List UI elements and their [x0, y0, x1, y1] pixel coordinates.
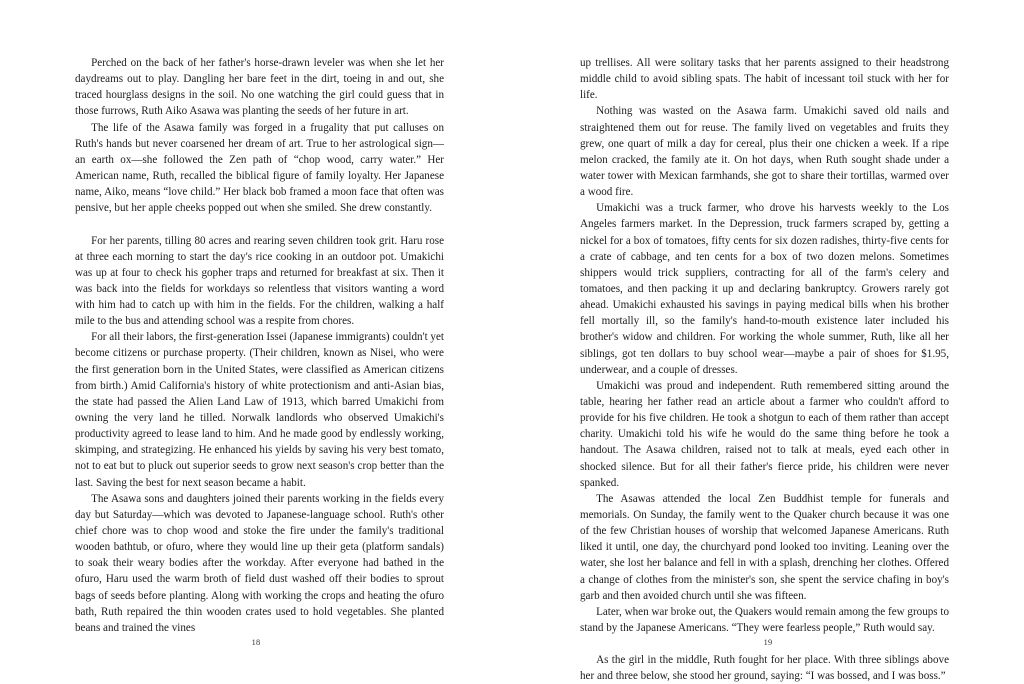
- paragraph: The life of the Asawa family was forged in a frugality that put calluses on Ruth's hands but never coarsened her dream of art. True to her astrological sign—an earth ox—she followed the Zen path of “chop wood, carry water.” Her American name, Ruth, recalled the biblical figure of family loyalty. Her Japanese name, Aiko, means “love child.” Her black bob framed a moon face that often was pensive, but her apple cheeks popped out when she smiled. She drew constantly.: [75, 121, 444, 215]
- paragraph: For her parents, tilling 80 acres and rearing seven children took grit. Haru rose at three each morning to start the day's rice cooking in an outdoor pot. Umakichi was up at four to check his gopher traps and returned for breakfast at six. Then it was back into the fields for workdays so relentless that visitors wanting a word with him had to catch up with him in the fields. For the children, walking a half mile to the bus and attending school was a respite from chores.: [75, 234, 444, 328]
- paragraph: Perched on the back of her father's horse-drawn leveler was when she let her daydreams out to play. Dangling her bare feet in the dirt, toeing in and out, she traced hourglass designs in the soil. No one watching the girl could guess that in those furrows, Ruth Aiko Asawa was planting the seeds of her future in art.: [75, 57, 444, 118]
- paragraph: The Asawa sons and daughters joined their parents working in the fields every day but Saturday—which was devoted to Japanese-language school. Ruth's other chief chore was to chop wood and stoke the fire under the family's traditional wooden bathtub, or ofuro, where they would line up their geta (platform sandals) to soak their weary bodies after the workday. After everyone had bathed in the ofuro, Haru used the warm broth of field dust washed off their bodies to sprout bags of seeds before planting. Along with working the crops and heating the ofuro bath, Ruth repaired the thin wooden crates used to hold vegetables. She planted beans and trained the vines: [75, 492, 444, 634]
- page-number-right: 19: [763, 638, 773, 647]
- page-left: [0, 0, 512, 683]
- paragraph: up trellises. All were solitary tasks that her parents assigned to their headstrong middle child to avoid sibling spats. The habit of incessant toil stuck with her for life.: [580, 57, 949, 102]
- paragraph: Later, when war broke out, the Quakers would remain among the few groups to stand by the Japanese Americans. “They were fearless people,” Ruth would say.: [580, 605, 950, 634]
- paragraph: As the girl in the middle, Ruth fought for her place. With three siblings above her and three below, she stood her ground, saying: “I was bossed, and I was boss.”: [580, 654, 949, 683]
- paragraph: Umakichi was proud and independent. Ruth remembered sitting around the table, hearing her father read an article about a farmer who couldn't afford to provide for his five children. He took a shotgun to each of them rather than accept charity. Umakichi told his wife he would do the same thing before he took a handout. The Asawa children, raised not to talk at meals, eyed each other in shocked silence. But for all their father's fierce pride, his children were never spanked.: [580, 379, 949, 489]
- page-left-body: [75, 55, 444, 636]
- page-right-body: [580, 55, 949, 684]
- page-right: [512, 0, 1024, 683]
- page-number-left: 18: [251, 638, 261, 647]
- paragraph: For all their labors, the first-generation Issei (Japanese immigrants) couldn't yet become citizens or purchase property. (Their children, known as Nisei, who were the first generation born in the United States, were classified as American citizens from birth.) Amid California's history of white protectionism and anti-Asian bias, the state had passed the Alien Land Law of 1913, which barred Umakichi from owning the very land he tilled. Norwalk landlords who observed Umakichi's productivity agreed to lease land to him. And he made good by endlessly working, skimping, and strategizing. He enhanced his yields by saving his very best tomato, not to eat but to pluck out superior seeds to grow next season's crop better than the last. Saving the best for next season became a habit.: [75, 331, 444, 489]
- paragraph: The Asawas attended the local Zen Buddhist temple for funerals and memorials. On Sunday, the family went to the Quaker church because it was one of the few Christian houses of worship that welcomed Japanese Americans. Ruth liked it until, one day, the churchyard pond looked too inviting. Leaning over the water, she lost her balance and fell in with a splash, drenching her clothes. Offered a change of clothes from the minister's son, she spent the service chafing in boy's garb and then avoided church until she was fifteen.: [580, 492, 949, 602]
- paragraph: Umakichi was a truck farmer, who drove his harvests weekly to the Los Angeles farmers market. In the Depression, truck farmers scraped by, getting a nickel for a box of tomatoes, fifty cents for six dozen radishes, thirty-five cents for a crate of cabbage, and ten cents for a box of two dozen melons. Sometimes shippers would trick suppliers, contracting for all of the farm's celery and tomatoes, and then packing it up and declaring bankruptcy. Growers rarely got ahead. Umakichi exhausted his savings in paying medical bills when his brother fell mortally ill, so the family's hand-to-mouth existence later included his brother's widow and children. For working the whole summer, Ruth, like all her siblings, got ten dollars to buy school wear—maybe a pair of shoes for $1.95, underwear, and a couple of dresses.: [580, 202, 949, 376]
- paragraph: Nothing was wasted on the Asawa farm. Umakichi saved old nails and straightened them out for reuse. The family lived on vegetables and fruits they grew, one quart of milk a day for cereal, plus their one chicken a week. If a ripe melon cracked, the family ate it. On hot days, when Ruth sought shade under a water tower with Mexican farmhands, she got to share their tortillas, warmed over a wood fire.: [580, 105, 949, 199]
